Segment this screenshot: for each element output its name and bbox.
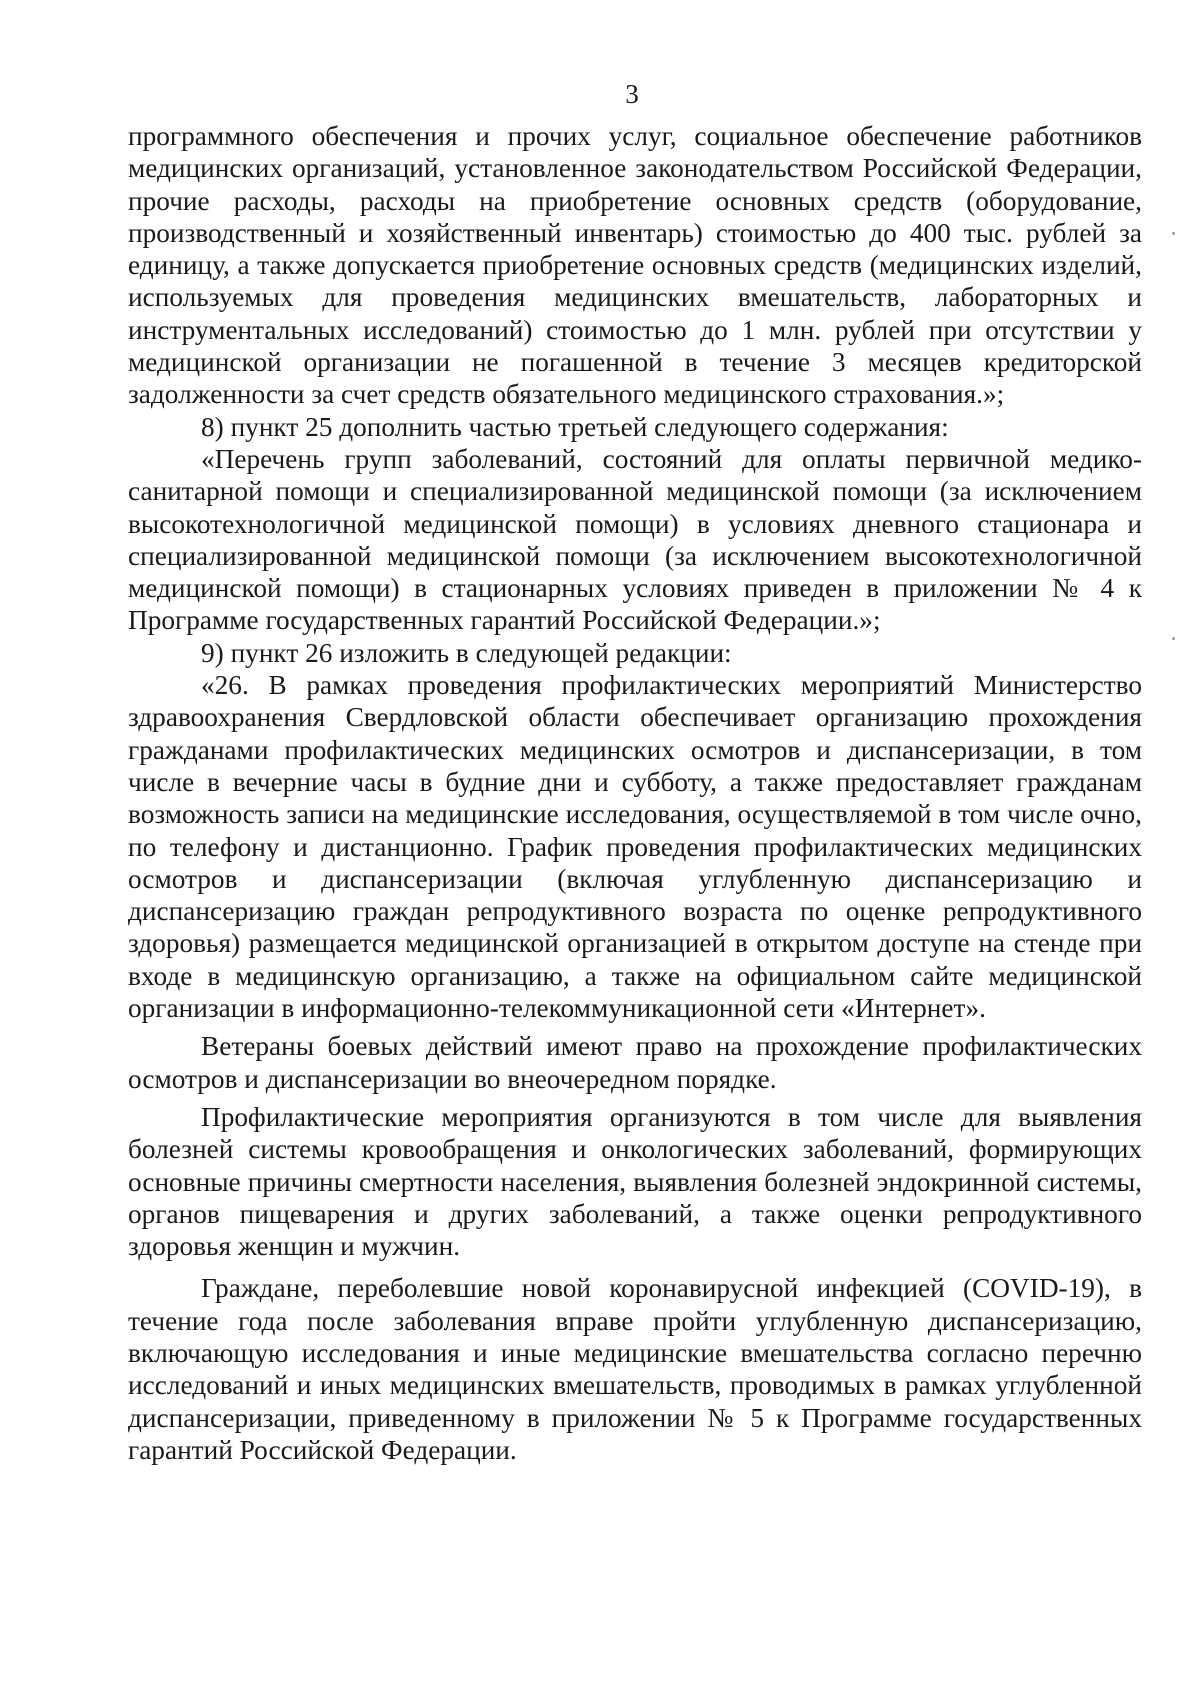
paragraph-covid: Граждане, переболевшие новой коронавирусной инфекцией (COVID-19), в течение года после заболевания вправе пройти углубленную диспансеризацию, включающую исследования и иные медицинские вмешательства согласно перечню исследований и иных медицинских вмешательств, проводимых в рамках углубленной диспансеризации, приведенному в приложении № 5 к Программе государственных гарантий Российской Федерации. xyxy=(128,1273,1142,1465)
paragraph-veterans: Ветераны боевых действий имеют право на прохождение профилактических осмотров и диспансеризации во внеочередном порядке. xyxy=(128,1031,1142,1094)
paragraph-item-9: 9) пункт 26 изложить в следующей редакции: xyxy=(201,637,732,668)
paragraph-item-8: 8) пункт 25 дополнить частью третьей следующего содержания: xyxy=(201,411,949,442)
scan-dot-mark xyxy=(1172,232,1175,235)
document-body xyxy=(128,120,1142,1466)
scan-dot-mark xyxy=(1172,637,1175,640)
paragraph-item-8-quote: «Перечень групп заболеваний, состояний для оплаты первичной медико-санитарной помощи и специализированной медицинской помощи (за исключением высокотехнологичной медицинской помощи) в условиях дневного стационара и специализированной медицинской помощи (за исключением высокотехнологичной медицинской помощи) в стационарных условиях приведен в приложении № 4 к Программе государственных гарантий Российской Федерации.»; xyxy=(128,443,1142,636)
paragraph-continuation: программного обеспечения и прочих услуг, социальное обеспечение работников медицинских организаций, установленное законодательством Российской Федерации, прочие расходы, расходы на приобретение основных средств (оборудование, производственный и хозяйственный инвентарь) стоимостью до 400 тыс. рублей за единицу, а также допускается приобретение основных средств (медицинских изделий, используемых для проведения медицинских вмешательств, лабораторных и инструментальных исследований) стоимостью до 1 млн. рублей при отсутствии у медицинской организации не погашенной в течение 3 месяцев кредиторской задолженности за счет средств обязательного медицинского страхования.»; xyxy=(128,121,1142,410)
paragraph-item-9-quote: «26. В рамках проведения профилактических мероприятий Министерство здравоохранения Свердловской области обеспечивает организацию прохождения гражданами профилактических медицинских осмотров и диспансеризации, в том числе в вечерние часы в будние дни и субботу, а также предоставляет гражданам возможность записи на медицинские исследования, осуществляемой в том числе очно, по телефону и дистанционно. График проведения профилактических медицинских осмотров и диспансеризации (включая углубленную диспансеризацию и диспансеризацию граждан репродуктивного возраста по оценке репродуктивного здоровья) размещается медицинской организацией в открытом доступе на стенде при входе в медицинскую организацию, а также на официальном сайте медицинской организации в информационно-телекоммуникационной сети «Интернет». xyxy=(128,670,1142,1024)
paragraph-preventive: Профилактические мероприятия организуются в том числе для выявления болезней системы кровообращения и онкологических заболеваний, формирующих основные причины смертности населения, выявления болезней эндокринной системы, органов пищеварения и других заболеваний, а также оценки репродуктивного здоровья женщин и мужчин. xyxy=(128,1101,1142,1262)
page-number: 3 xyxy=(625,79,639,109)
